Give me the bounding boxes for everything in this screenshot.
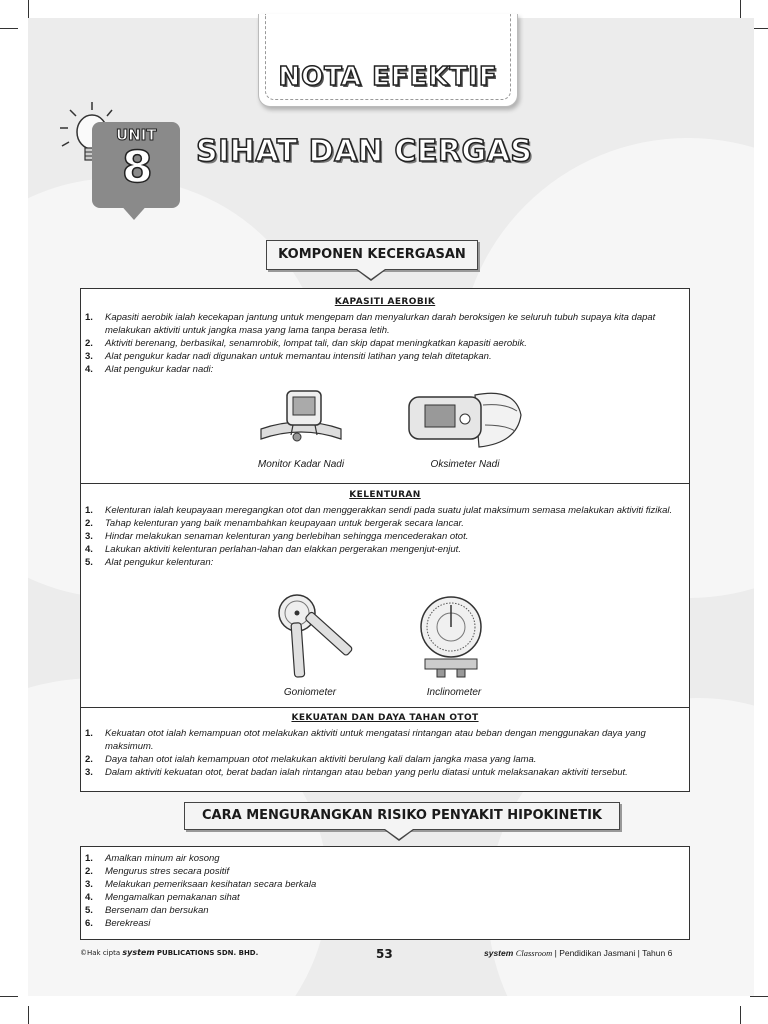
figure-caption: Inclinometer — [426, 687, 482, 698]
series-brand: system — [484, 948, 514, 958]
section-title: KELENTURAN — [349, 490, 421, 500]
list-item: 3. Alat pengukur kadar nadi digunakan untuk memantau intensiti latihan yang telah ditetapkan. — [85, 351, 492, 362]
chapter-title: SIHAT DAN CERGAS — [196, 134, 533, 169]
heading-arrow — [385, 829, 413, 839]
komponen-panel — [80, 288, 690, 792]
figure-caption: Goniometer — [283, 687, 337, 698]
section-divider — [81, 483, 689, 484]
publisher-brand: system — [122, 948, 155, 957]
goniometer-image — [273, 591, 357, 679]
unit-number: 8 — [122, 142, 153, 193]
inclinometer-image — [417, 591, 485, 679]
list-item: 4. Mengamalkan pemakanan sihat — [85, 892, 240, 903]
list-item: 5. Bersenam dan bersukan — [85, 905, 209, 916]
komponen-heading-text: KOMPONEN KECERGASAN — [278, 247, 466, 262]
unit-label: UNIT — [116, 126, 157, 144]
kapasiti-aerobik-section — [81, 297, 689, 376]
komponen-heading — [266, 240, 478, 270]
list-item: 1. Kapasiti aerobik ialah kecekapan jantung untuk mengepam dan menyalurkan darah beroksigen ke seluruh tubuh supaya kita dapat melakukan aktiviti untuk jangka masa yang lama tanpa berasa letih. — [85, 312, 656, 336]
cara-panel — [80, 846, 690, 940]
copyright-text: ©Hak cipta — [80, 949, 121, 957]
page-number: 53 — [376, 947, 393, 961]
crop-mark — [28, 1006, 29, 1024]
unit-badge — [92, 122, 180, 208]
list-item: 4. Lakukan aktiviti kelenturan perlahan-lahan dan elakkan pergerakan mengenjut-enjut. — [85, 544, 461, 555]
list-item: 2. Daya tahan otot ialah kemampuan otot melakukan aktiviti berulang kali dalam jangka masa yang lama. — [85, 754, 537, 765]
nota-efektif-tab — [258, 14, 518, 107]
year-label: Tahun 6 — [642, 948, 673, 958]
list-item: 1. Amalkan minum air kosong — [85, 853, 220, 864]
footer-separator: | — [637, 948, 640, 958]
crop-mark — [740, 0, 741, 18]
section-divider — [81, 707, 689, 708]
list-item: 6. Berekreasi — [85, 918, 151, 929]
list-item: 5. Alat pengukur kelenturan: — [85, 557, 214, 568]
list-item: 3. Dalam aktiviti kekuatan otot, berat badan ialah rintangan atau beban yang perlu diatasi untuk melaksanakan aktiviti tersebut. — [85, 767, 628, 778]
crop-mark — [0, 28, 18, 29]
heading-arrow — [357, 269, 385, 279]
cara-heading — [184, 802, 620, 830]
crop-mark — [740, 1006, 741, 1024]
list-item: 2. Aktiviti berenang, berbasikal, senamrobik, lompat tali, dan skip dapat meningkatkan kapasiti aerobik. — [85, 338, 527, 349]
crop-mark — [750, 996, 768, 997]
list-item: 3. Hindar melakukan senaman kelenturan yang berlebihan sehingga mencederakan otot. — [85, 531, 469, 542]
list-item: 1. Kekuatan otot ialah kemampuan otot melakukan aktiviti untuk mengatasi rintangan atau beban dengan menggunakan daya yang maksimum. — [85, 728, 646, 752]
list-item: 1. Kelenturan ialah keupayaan meregangkan otot dan menggerakkan sendi pada suatu julat maksimum semasa melakukan aktiviti fizikal. — [85, 505, 673, 516]
pulse-oximeter-image — [405, 385, 525, 457]
figure-caption: Monitor Kadar Nadi — [257, 459, 345, 470]
section-title: KEKUATAN DAN DAYA TAHAN OTOT — [291, 713, 479, 723]
list-item: 2. Mengurus stres secara positif — [85, 866, 230, 877]
footer-separator: | — [554, 948, 557, 958]
publisher-name: PUBLICATIONS SDN. BHD. — [156, 949, 259, 957]
crop-mark — [0, 996, 18, 997]
kelenturan-section — [81, 490, 689, 569]
list-item: 4. Alat pengukur kadar nadi: — [85, 364, 214, 375]
crop-mark — [28, 0, 29, 18]
kekuatan-section — [81, 713, 689, 779]
footer-copyright — [80, 948, 258, 957]
cara-heading-text: CARA MENGURANGKAN RISIKO PENYAKIT HIPOKINETIK — [202, 808, 602, 823]
figure-caption: Oksimeter Nadi — [430, 459, 500, 470]
footer-series — [484, 948, 672, 958]
series-name: Classroom — [515, 948, 553, 958]
list-item: 2. Tahap kelenturan yang baik menambahkan keupayaan untuk bergerak secara lancar. — [85, 518, 464, 529]
heart-rate-monitor-image — [257, 385, 345, 457]
list-item: 3. Melakukan pemeriksaan kesihatan secara berkala — [85, 879, 317, 890]
tab-title: NOTA EFEKTIF — [278, 62, 498, 92]
subject-name: Pendidikan Jasmani — [559, 948, 636, 958]
section-title: KAPASITI AEROBIK — [334, 297, 436, 307]
